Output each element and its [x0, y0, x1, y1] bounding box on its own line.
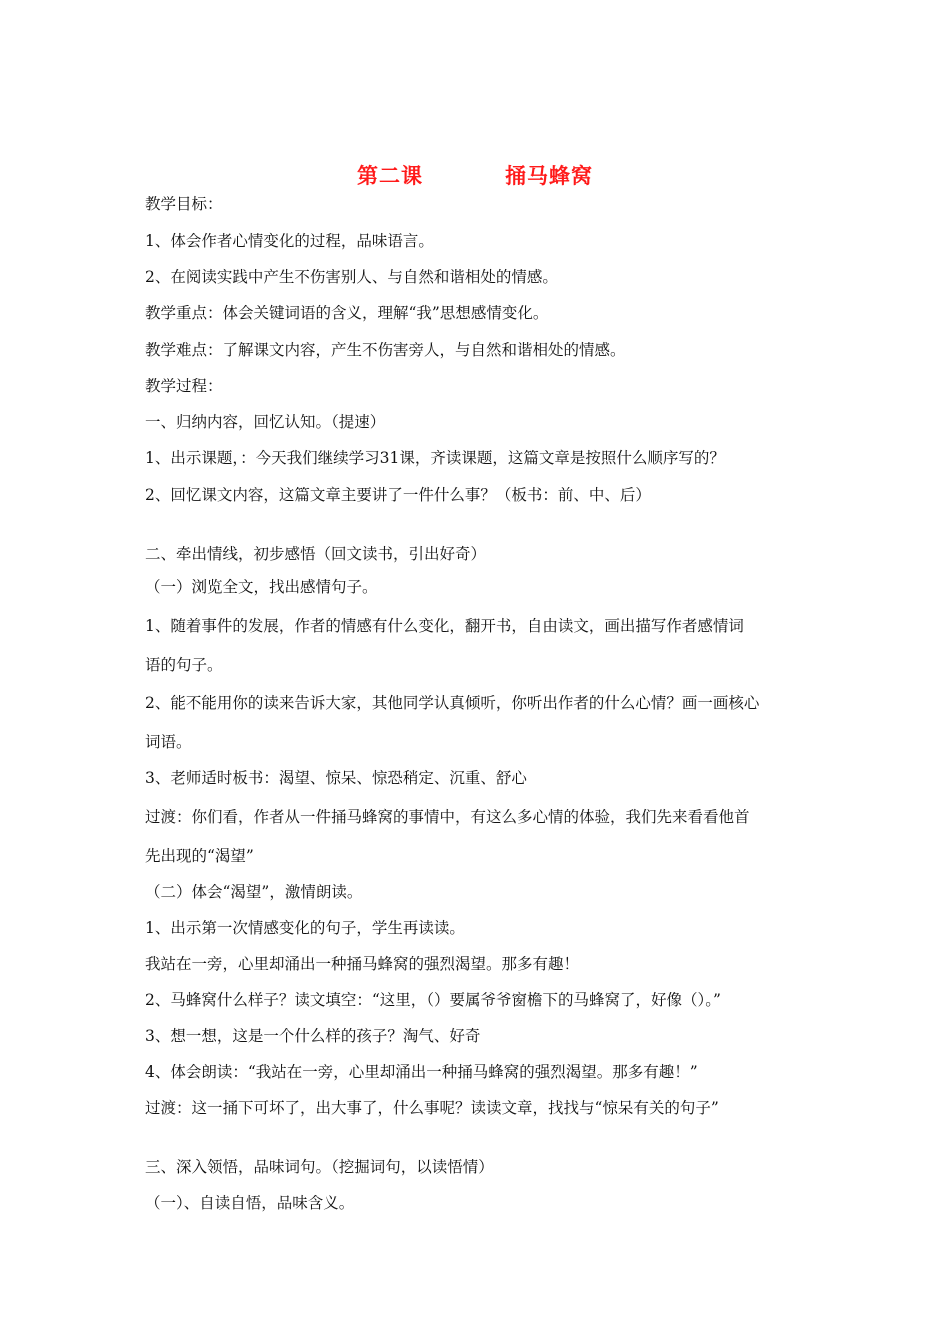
text-line: （二）体会“渴望”，激情朗读。 [145, 883, 363, 901]
text-line: 过渡：这一捅下可坏了，出大事了，什么事呢？读读文章，找找与“惊呆有关的句子” [145, 1099, 719, 1117]
lesson-number: 第二课 [357, 164, 423, 188]
text-line: 1、出示课题，：今天我们继续学习31课，齐读课题，这篇文章是按照什么顺序写的？ [145, 449, 725, 467]
text-line: 4、体会朗读：“我站在一旁，心里却涌出一种捅马蜂窝的强烈渴望。那多有趣！” [145, 1063, 698, 1081]
text-line: 语的句子。 [145, 656, 223, 674]
text-line: 一、归纳内容，回忆认知。（提速） [145, 413, 386, 431]
text-line: 3、想一想，这是一个什么样的孩子？淘气、好奇 [145, 1027, 481, 1045]
text-line: 1、体会作者心情变化的过程，品味语言。 [145, 232, 434, 250]
text-line: 教学重点：体会关键词语的含义，理解“我”思想感情变化。 [145, 304, 549, 322]
text-line: 教学目标： [145, 195, 223, 213]
text-line: 2、马蜂窝什么样子？读文填空：“这里，（）要属爷爷窗檐下的马蜂窝了，好像（）。” [145, 991, 721, 1009]
text-line: 3、老师适时板书：渴望、惊呆、惊恐稍定、沉重、舒心 [145, 769, 527, 787]
text-line: （一）浏览全文，找出感情句子。 [145, 578, 378, 596]
lesson-name: 捅马蜂窝 [505, 164, 593, 188]
text-line: 1、随着事件的发展，作者的情感有什么变化，翻开书，自由读文，画出描写作者感情词 [145, 617, 744, 635]
text-line: 过渡：你们看，作者从一件捅马蜂窝的事情中，有这么多心情的体验，我们先来看看他首 [145, 808, 750, 826]
text-line: 1、出示第一次情感变化的句子，学生再读读。 [145, 919, 465, 937]
text-line: 先出现的“渴望” [145, 847, 254, 865]
text-line: 三、深入领悟，品味词句。（挖掘词句，以读悟情） [145, 1158, 494, 1176]
text-line: 2、能不能用你的读来告诉大家，其他同学认真倾听，你听出作者的什么心情？画一画核心 [145, 694, 760, 712]
text-line: （一）、自读自悟，品味含义。 [145, 1194, 355, 1212]
text-line: 词语。 [145, 733, 192, 751]
text-line: 2、在阅读实践中产生不伤害别人、与自然和谐相处的情感。 [145, 268, 558, 286]
text-line: 二、牵出情线，初步感悟（回文读书，引出好奇） [145, 545, 487, 563]
text-line: 教学过程： [145, 377, 223, 395]
lesson-title [0, 160, 950, 192]
text-line: 我站在一旁，心里却涌出一种捅马蜂窝的强烈渴望。那多有趣！ [145, 955, 580, 973]
text-line: 2、回忆课文内容，这篇文章主要讲了一件什么事？（板书：前、中、后） [145, 486, 651, 504]
text-line: 教学难点：了解课文内容，产生不伤害旁人，与自然和谐相处的情感。 [145, 341, 626, 359]
